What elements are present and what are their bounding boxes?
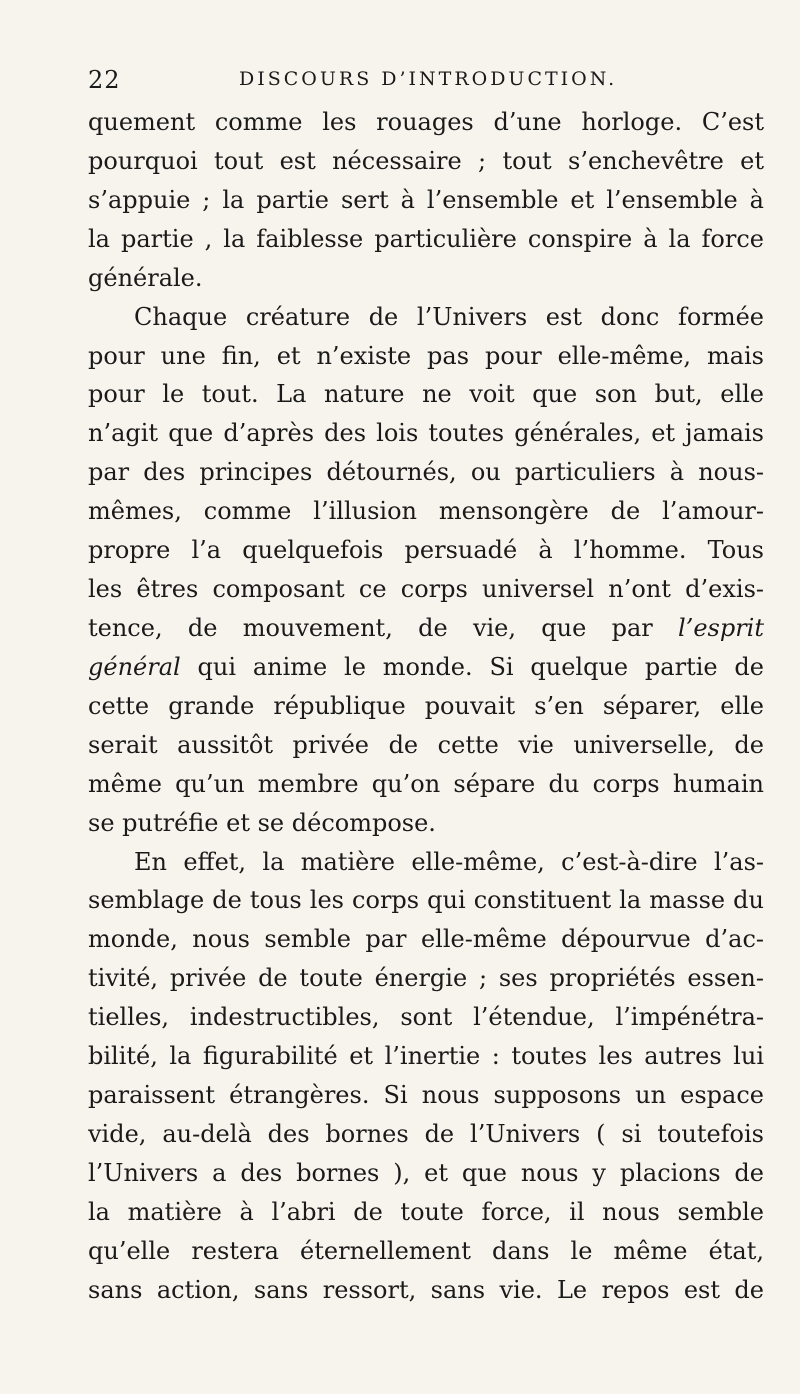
text-line: les êtres composant ce corps universel n’ont d’exis- xyxy=(88,575,764,604)
text-line: propre l’a quelquefois persuadé à l’homme. Tous xyxy=(88,536,764,565)
text-line: mêmes, comme l’illusion mensongère de l’amour- xyxy=(88,497,764,526)
text-line: pour une fin, et n’existe pas pour elle-même, mais xyxy=(88,341,764,370)
text-line: par des principes détournés, ou particuliers à nous- xyxy=(88,458,764,487)
running-head xyxy=(88,66,764,98)
text-line: même qu’un membre qu’on sépare du corps humain xyxy=(88,769,764,798)
italic-phrase: l’esprit xyxy=(678,613,764,642)
paragraph-first-line: En effet, la matière elle-même, c’est-à-dire l’as- xyxy=(134,847,764,876)
text-line: monde, nous semble par elle-même dépourvue d’ac- xyxy=(88,925,764,954)
text-line: générale. xyxy=(88,263,203,292)
text-line-with-italic xyxy=(88,648,764,687)
text-line: pourquoi tout est nécessaire ; tout s’enchevêtre et xyxy=(88,146,764,175)
text-line-with-italic xyxy=(88,609,764,648)
body-text xyxy=(88,103,764,1310)
text-segment: qui anime le monde. Si quelque partie de xyxy=(180,652,764,681)
paragraph-first-line: Chaque créature de l’Univers est donc formée xyxy=(134,302,764,331)
italic-phrase: général xyxy=(88,652,181,681)
text-line: semblage de tous les corps qui constituent la masse du xyxy=(88,886,764,915)
text-line: bilité, la figurabilité et l’inertie : toutes les autres lui xyxy=(88,1042,764,1071)
text-line: se putréfie et se décompose. xyxy=(88,808,436,837)
running-title: DISCOURS D’INTRODUCTION. xyxy=(239,68,618,90)
text-line: sans action, sans ressort, sans vie. Le repos est de xyxy=(88,1275,764,1304)
text-line: pour le tout. La nature ne voit que son but, elle xyxy=(88,380,764,409)
text-line: qu’elle restera éternellement dans le même état, xyxy=(88,1236,764,1265)
text-line: serait aussitôt privée de cette vie universelle, de xyxy=(88,730,764,759)
text-line: vide, au-delà des bornes de l’Univers ( si toutefois xyxy=(88,1119,764,1148)
text-line: cette grande république pouvait s’en séparer, elle xyxy=(88,691,764,720)
text-line: la partie , la faiblesse particulière conspire à la force xyxy=(88,224,764,253)
text-line: s’appuie ; la partie sert à l’ensemble et l’ensemble à xyxy=(88,185,764,214)
text-line: tielles, indestructibles, sont l’étendue, l’impénétra- xyxy=(88,1003,764,1032)
page-number: 22 xyxy=(88,66,121,94)
text-segment: tence, de mouvement, de vie, que par xyxy=(88,613,679,642)
text-line: paraissent étrangères. Si nous supposons un espace xyxy=(88,1081,764,1110)
text-line: n’agit que d’après des lois toutes générales, et jamais xyxy=(88,419,764,448)
text-line: tivité, privée de toute énergie ; ses propriétés essen- xyxy=(88,964,764,993)
text-line: quement comme les rouages d’une horloge. C’est xyxy=(88,108,764,136)
text-line: la matière à l’abri de toute force, il nous semble xyxy=(88,1197,764,1226)
text-line: l’Univers a des bornes ), et que nous y placions de xyxy=(88,1158,764,1187)
